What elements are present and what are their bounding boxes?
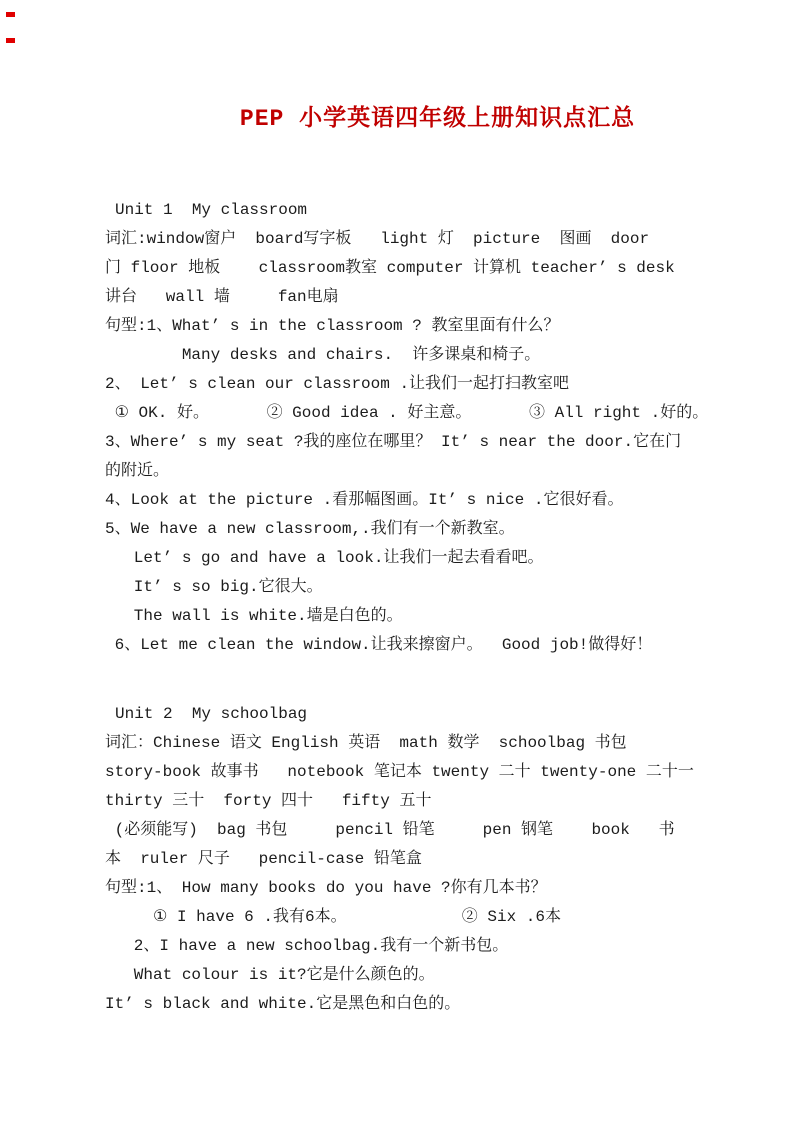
text-line: The wall is white.墙是白色的。 (105, 607, 403, 625)
text-line: 本 ruler 尺子 pencil-case 铅笔盒 (105, 850, 422, 868)
text-line: 3、Where’ s my seat ?我的座位在哪里？ It’ s near the door.它在门 (105, 433, 682, 451)
unit-1-heading: Unit 1 My classroom (115, 201, 308, 219)
document-body (105, 196, 777, 1019)
text-line: 门 floor 地板 classroom教室 computer 计算机 teacher’ s desk (105, 259, 675, 277)
text-line: What colour is it?它是什么颜色的。 (105, 966, 435, 984)
text-line: It’ s so big.它很大。 (105, 578, 323, 596)
text-line: 2、I have a new schoolbag.我有一个新书包。 (105, 937, 509, 955)
text-line: 讲台 wall 墙 fan电扇 (105, 288, 339, 306)
text-line: 2、 Let’ s clean our classroom .让我们一起打扫教室吧 (105, 375, 570, 393)
text-line: 5、We have a new classroom,.我们有一个新教室。 (105, 520, 515, 538)
text-line: 6、Let me clean the window.让我来擦窗户。 Good job!做得好！ (105, 636, 653, 654)
text-line: Many desks and chairs. 许多课桌和椅子。 (105, 346, 541, 364)
red-mark (6, 12, 15, 17)
unit-1-lines (105, 225, 777, 660)
text-line: 词汇:window窗户 board写字板 light 灯 picture 图画 door (105, 230, 650, 248)
text-line: ① I have 6 .我有6本。 ② Six .6本 (105, 908, 562, 926)
unit-2-heading: Unit 2 My schoolbag (115, 705, 308, 723)
unit-2-lines (105, 729, 777, 1019)
text-line: 的附近。 (105, 462, 170, 480)
red-mark (6, 38, 15, 43)
text-line: 句型:1、What’ s in the classroom ? 教室里面有什么？ (105, 317, 560, 335)
text-line: ① OK. 好。 ② Good idea . 好主意。 ③ All right .好的。 (105, 404, 709, 422)
section-unit-1 (105, 196, 777, 660)
text-line: 句型:1、 How many books do you have ?你有几本书？ (105, 879, 547, 897)
text-line: 4、Look at the picture .看那幅图画。It’ s nice .它很好看。 (105, 491, 624, 509)
text-line: story-book 故事书 notebook 笔记本 twenty 二十 twenty-one 二十一 (105, 763, 694, 781)
document-title: PEP 小学英语四年级上册知识点汇总 (239, 106, 636, 132)
text-line: 词汇：Chinese 语文 English 英语 math 数学 schoolbag 书包 (105, 734, 627, 752)
text-line: Let’ s go and have a look.让我们一起去看看吧。 (105, 549, 544, 567)
section-unit-2 (105, 700, 777, 1019)
text-line: (必须能写) bag 书包 pencil 铅笔 pen 钢笔 book 书 (105, 821, 675, 839)
text-line: thirty 三十 forty 四十 fifty 五十 (105, 792, 432, 810)
text-line: It’ s black and white.它是黑色和白色的。 (105, 995, 461, 1013)
